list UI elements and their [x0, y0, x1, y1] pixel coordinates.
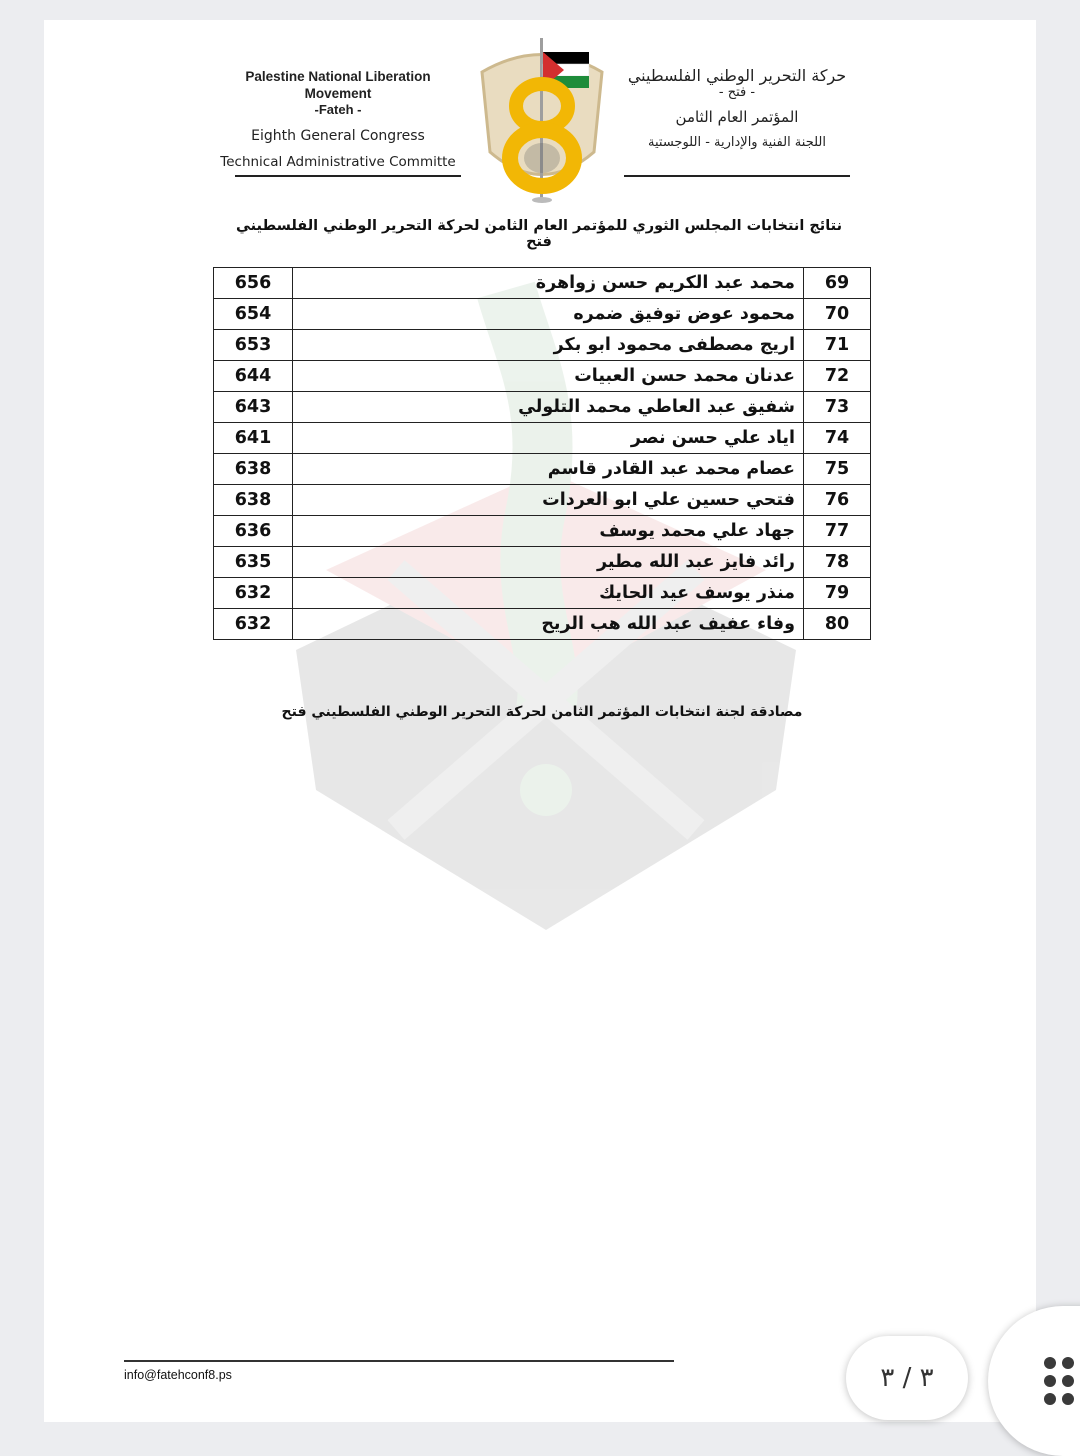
congress-name-arabic: المؤتمر العام الثامن	[675, 108, 799, 126]
candidate-name-cell: شفيق عبد العاطي محمد التلولي	[293, 392, 804, 423]
approval-statement: مصادقة لجنة انتخابات المؤتمر الثامن لحركة التحرير الوطني الفلسطيني فتح	[281, 704, 803, 720]
table-row	[214, 609, 871, 640]
document-title: نتائج انتخابات المجلس الثوري للمؤتمر العام الثامن لحركة التحرير الوطني الفلسطيني فتح	[235, 218, 843, 250]
votes-cell: 632	[214, 578, 293, 609]
committee-name-arabic: اللجنة الفنية والإدارية - اللوجستية	[648, 135, 826, 150]
page-indicator[interactable]: ٣ / ٣	[846, 1336, 968, 1420]
table-row	[214, 423, 871, 454]
header-divider-left	[235, 175, 461, 177]
table-row	[214, 330, 871, 361]
table-row	[214, 392, 871, 423]
votes-cell: 641	[214, 423, 293, 454]
votes-cell: 635	[214, 547, 293, 578]
fateh-eighth-congress-logo-icon	[472, 32, 612, 204]
rank-cell: 74	[804, 423, 871, 454]
candidate-name-cell: رائد فايز عبد الله مطير	[293, 547, 804, 578]
rank-cell: 79	[804, 578, 871, 609]
votes-cell: 656	[214, 268, 293, 299]
results-table	[213, 267, 871, 640]
congress-name-english: Eighth General Congress	[251, 128, 425, 144]
org-abbrev-arabic: - فتح -	[718, 85, 756, 100]
votes-cell: 644	[214, 361, 293, 392]
footer-divider	[124, 1360, 674, 1362]
votes-cell: 636	[214, 516, 293, 547]
header-english	[212, 68, 464, 171]
rank-cell: 80	[804, 609, 871, 640]
votes-cell: 632	[214, 609, 293, 640]
rank-cell: 71	[804, 330, 871, 361]
org-name-arabic: حركة التحرير الوطني الفلسطيني	[627, 66, 847, 85]
candidate-name-cell: اريج مصطفى محمود ابو بكر	[293, 330, 804, 361]
candidate-name-cell: محمد عبد الكريم حسن زواهرة	[293, 268, 804, 299]
rank-cell: 75	[804, 454, 871, 485]
rank-cell: 76	[804, 485, 871, 516]
committee-name-english: Technical Administrative Committe	[220, 154, 456, 170]
table-row	[214, 516, 871, 547]
results-table-body	[214, 268, 871, 640]
org-abbrev-english: -Fateh -	[314, 102, 362, 117]
candidate-name-cell: فتحي حسين علي ابو العردات	[293, 485, 804, 516]
table-row	[214, 268, 871, 299]
rank-cell: 73	[804, 392, 871, 423]
candidate-name-cell: جهاد علي محمد يوسف	[293, 516, 804, 547]
votes-cell: 643	[214, 392, 293, 423]
document-page	[44, 20, 1036, 1422]
candidate-name-cell: عصام محمد عبد القادر قاسم	[293, 454, 804, 485]
candidate-name-cell: محمود عوض توفيق ضمره	[293, 299, 804, 330]
votes-cell: 653	[214, 330, 293, 361]
header-divider-right	[624, 175, 850, 177]
candidate-name-cell: اياد علي حسن نصر	[293, 423, 804, 454]
table-row	[214, 454, 871, 485]
candidate-name-cell: منذر يوسف عيد الحايك	[293, 578, 804, 609]
rank-cell: 72	[804, 361, 871, 392]
candidate-name-cell: وفاء عفيف عبد الله هب الريح	[293, 609, 804, 640]
footer-email: info@fatehconf8.ps	[124, 1368, 232, 1382]
rank-cell: 69	[804, 268, 871, 299]
rank-cell: 78	[804, 547, 871, 578]
rank-cell: 70	[804, 299, 871, 330]
candidate-name-cell: عدنان محمد حسن العبيات	[293, 361, 804, 392]
table-row	[214, 361, 871, 392]
table-row	[214, 578, 871, 609]
votes-cell: 654	[214, 299, 293, 330]
org-name-english: Palestine National Liberation Movement	[245, 69, 431, 101]
votes-cell: 638	[214, 454, 293, 485]
votes-cell: 638	[214, 485, 293, 516]
table-row	[214, 485, 871, 516]
table-row	[214, 547, 871, 578]
grid-dots-icon	[1044, 1357, 1074, 1405]
header-arabic	[624, 66, 850, 152]
table-row	[214, 299, 871, 330]
rank-cell: 77	[804, 516, 871, 547]
